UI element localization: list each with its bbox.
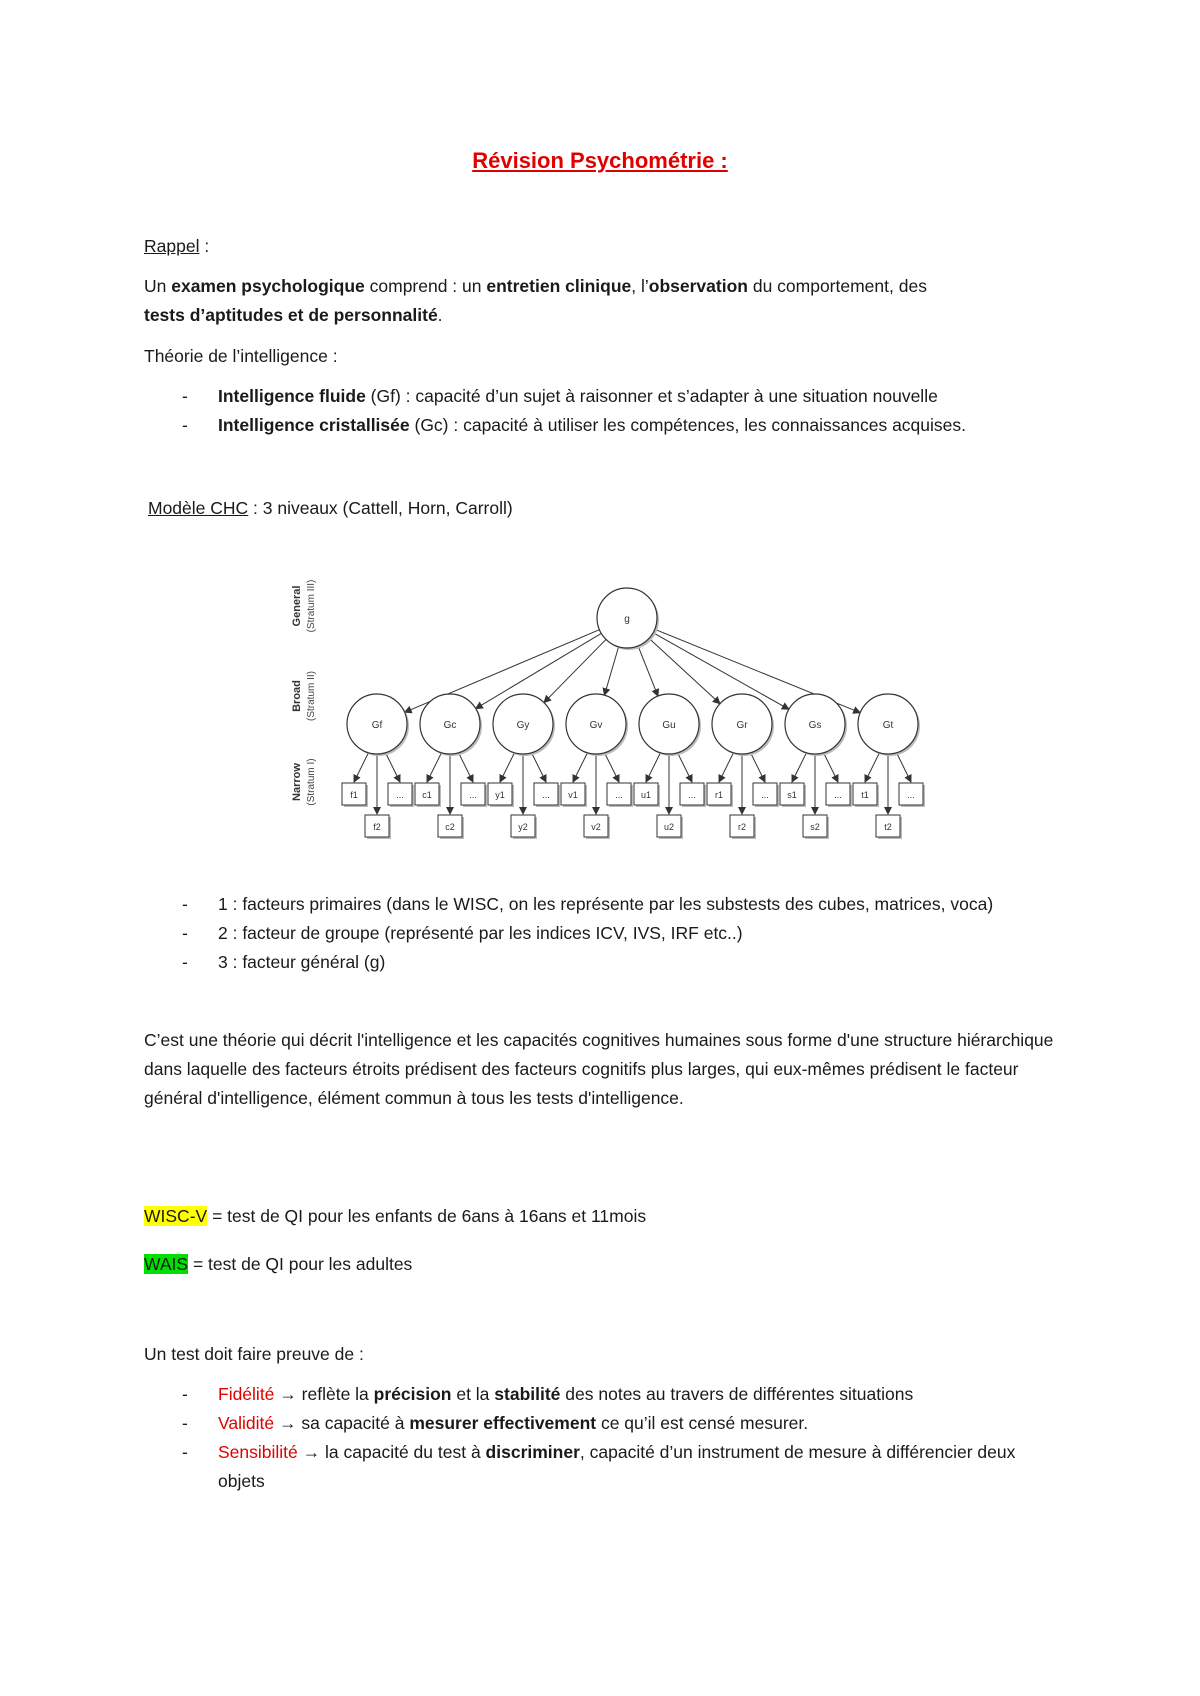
broad-factor-label: Gf xyxy=(371,720,383,731)
exam-bold: tests d’aptitudes et de personnalité xyxy=(144,305,438,325)
narrow-factor-label: t2 xyxy=(884,822,892,832)
wisc-label: WISC-V xyxy=(144,1206,208,1226)
broad-factor-label: Gs xyxy=(808,720,822,731)
rappel-label: Rappel xyxy=(144,236,200,256)
broad-factor-label: Gr xyxy=(736,720,748,731)
chc-diagram xyxy=(272,572,932,852)
item-bold: Intelligence fluide xyxy=(218,386,366,406)
row-label-line1: Broad xyxy=(291,680,303,712)
edge-broad-narrow xyxy=(354,753,369,782)
quality-bold: stabilité xyxy=(494,1384,561,1404)
arrow-icon: → xyxy=(302,1442,321,1462)
edge-g-broad xyxy=(604,647,618,695)
wais-line xyxy=(144,1250,1064,1279)
broad-factor-label: Gy xyxy=(516,720,530,731)
narrow-factor-label: c1 xyxy=(422,790,432,800)
exam-text: Un xyxy=(144,276,172,296)
row-label-narrow xyxy=(291,758,317,805)
edge-broad-narrow xyxy=(458,753,473,782)
narrow-factor-label: c2 xyxy=(445,822,455,832)
edge-broad-narrow xyxy=(531,753,546,782)
exam-text: . xyxy=(437,305,443,325)
quality-text: et la xyxy=(451,1384,495,1404)
rappel-heading xyxy=(144,232,1064,261)
list-item xyxy=(144,1438,1064,1496)
narrow-factor-label: ... xyxy=(834,790,842,800)
edge-broad-narrow xyxy=(573,753,588,782)
list-item xyxy=(144,382,1064,411)
narrow-factor-label: ... xyxy=(615,790,623,800)
row-label-line1: Narrow xyxy=(291,763,303,801)
narrow-factor-label: u1 xyxy=(640,790,652,800)
narrow-factor-label: ... xyxy=(688,790,696,800)
edge-broad-narrow xyxy=(750,753,765,782)
rappel-colon: : xyxy=(199,236,210,256)
item-bold: Intelligence cristallisée xyxy=(218,415,410,435)
row-label-line2: (Stratum III) xyxy=(306,579,317,633)
broad-factor-label: Gc xyxy=(443,720,457,731)
edge-broad-narrow xyxy=(646,753,661,782)
narrow-factor-label: f1 xyxy=(350,790,358,800)
level-text: 1 : facteurs primaires (dans le WISC, on les représente par les substests des cubes, matrices, voca) xyxy=(218,894,994,914)
edge-broad-narrow xyxy=(823,753,838,782)
arrow-icon: → xyxy=(279,1384,297,1404)
general-factor-label: g xyxy=(624,614,630,625)
chc-text: : 3 niveaux (Cattell, Horn, Carroll) xyxy=(248,498,513,518)
wisc-line xyxy=(144,1202,1064,1231)
quality-name: Fidélité xyxy=(218,1384,275,1404)
dash-mark: - xyxy=(182,894,188,914)
exam-bold: observation xyxy=(648,276,748,296)
quality-text: la capacité du test à xyxy=(320,1442,486,1462)
dash-mark: - xyxy=(182,923,188,943)
list-item xyxy=(144,1380,1064,1409)
wisc-text: = test de QI pour les enfants de 6ans à 16ans et 11mois xyxy=(207,1206,647,1226)
quality-name: Validité xyxy=(218,1413,275,1433)
narrow-factor-label: f2 xyxy=(373,822,381,832)
test-intro: Un test doit faire preuve de : xyxy=(144,1344,364,1364)
list-item xyxy=(144,1409,1064,1438)
quality-text: sa capacité à xyxy=(296,1413,410,1433)
broad-factor-label: Gu xyxy=(662,720,676,731)
dash-mark: - xyxy=(182,952,188,972)
narrow-factor-label: v1 xyxy=(568,790,578,800)
row-label-line1: General xyxy=(291,585,303,627)
edge-broad-narrow xyxy=(719,753,734,782)
item-text: (Gc) : capacité à utiliser les compétences, les connaissances acquises. xyxy=(409,415,966,435)
narrow-factor-label: t1 xyxy=(861,790,869,800)
edge-broad-narrow xyxy=(865,753,880,782)
quality-name: Sensibilité xyxy=(218,1442,298,1462)
item-text: (Gf) : capacité d’un sujet à raisonner et s’adapter à une situation nouvelle xyxy=(365,386,938,406)
narrow-factor-label: ... xyxy=(761,790,769,800)
edge-broad-narrow xyxy=(792,753,807,782)
narrow-factor-label: s2 xyxy=(810,822,820,832)
narrow-factor-label: ... xyxy=(396,790,404,800)
level-text: 2 : facteur de groupe (représenté par les indices ICV, IVS, IRF etc..) xyxy=(218,923,743,943)
quality-text: des notes au travers de différentes situations xyxy=(560,1384,914,1404)
edge-g-broad xyxy=(638,646,658,696)
qualities-list xyxy=(144,1380,1064,1496)
narrow-factor-label: ... xyxy=(907,790,915,800)
levels-list xyxy=(144,890,1064,977)
exam-paragraph xyxy=(144,272,1064,330)
row-label-broad xyxy=(291,671,317,721)
page-title: Révision Psychométrie : xyxy=(472,148,728,173)
narrow-factor-label: y2 xyxy=(518,822,528,832)
dash-mark: - xyxy=(182,1384,188,1404)
quality-bold: précision xyxy=(373,1384,452,1404)
chc-heading xyxy=(148,494,1068,523)
quality-text: reflète la xyxy=(296,1384,374,1404)
list-item xyxy=(144,890,1064,919)
narrow-factor-label: r1 xyxy=(714,790,724,800)
edge-broad-narrow xyxy=(677,753,692,782)
edge-broad-narrow xyxy=(385,753,400,782)
arrow-icon: → xyxy=(278,1413,297,1433)
narrow-factor-label: ... xyxy=(469,790,477,800)
narrow-factor-label: u2 xyxy=(663,822,675,832)
chc-description: C’est une théorie qui décrit l'intelligence et les capacités cognitives humaines sous forme d'une structure hiérarchique dans laquelle des facteurs étroits prédisent des facteurs cognitifs plus larges, qui eux-mêmes prédisent le facteur général d'intelligence, élément commun à tous les tests d'intelligence. xyxy=(144,1030,1054,1108)
intelligence-list xyxy=(144,382,1064,440)
quality-bold: mesurer effectivement xyxy=(409,1413,597,1433)
wais-text: = test de QI pour les adultes xyxy=(188,1254,413,1274)
exam-text: du comportement, des xyxy=(747,276,927,296)
dash-mark: - xyxy=(182,415,188,435)
quality-text: , capacité d’un instrument de mesure à différencier deux objets xyxy=(218,1442,1016,1491)
exam-bold: examen psychologique xyxy=(171,276,365,296)
quality-bold: discriminer xyxy=(485,1442,580,1462)
edge-broad-narrow xyxy=(500,753,515,782)
list-item xyxy=(144,948,1064,977)
narrow-factor-label: y1 xyxy=(495,790,505,800)
wais-label: WAIS xyxy=(144,1254,189,1274)
broad-factor-label: Gv xyxy=(589,720,603,731)
list-item xyxy=(144,919,1064,948)
narrow-factor-label: s1 xyxy=(787,790,797,800)
row-label-line2: (Stratum II) xyxy=(306,670,317,722)
row-label-line2: (Stratum I) xyxy=(306,758,317,806)
narrow-factor-label: ... xyxy=(542,790,550,800)
edge-broad-narrow xyxy=(896,753,911,782)
narrow-factor-label: r2 xyxy=(737,822,747,832)
exam-bold: entretien clinique xyxy=(486,276,632,296)
exam-text: , l’ xyxy=(631,276,649,296)
exam-text: comprend : un xyxy=(364,276,487,296)
chc-label: Modèle CHC xyxy=(148,498,249,518)
dash-mark: - xyxy=(182,386,188,406)
dash-mark: - xyxy=(182,1442,188,1462)
quality-text: ce qu’il est censé mesurer. xyxy=(596,1413,809,1433)
edge-broad-narrow xyxy=(427,753,442,782)
broad-factor-label: Gt xyxy=(882,720,894,731)
theorie-heading: Théorie de l’intelligence : xyxy=(144,346,338,366)
level-text: 3 : facteur général (g) xyxy=(218,952,386,972)
diagram-nodes xyxy=(342,588,925,839)
dash-mark: - xyxy=(182,1413,188,1433)
list-item xyxy=(144,411,1064,440)
row-label-general xyxy=(291,580,317,633)
edge-g-broad xyxy=(649,638,720,703)
edge-broad-narrow xyxy=(604,753,619,782)
narrow-factor-label: v2 xyxy=(591,822,601,832)
